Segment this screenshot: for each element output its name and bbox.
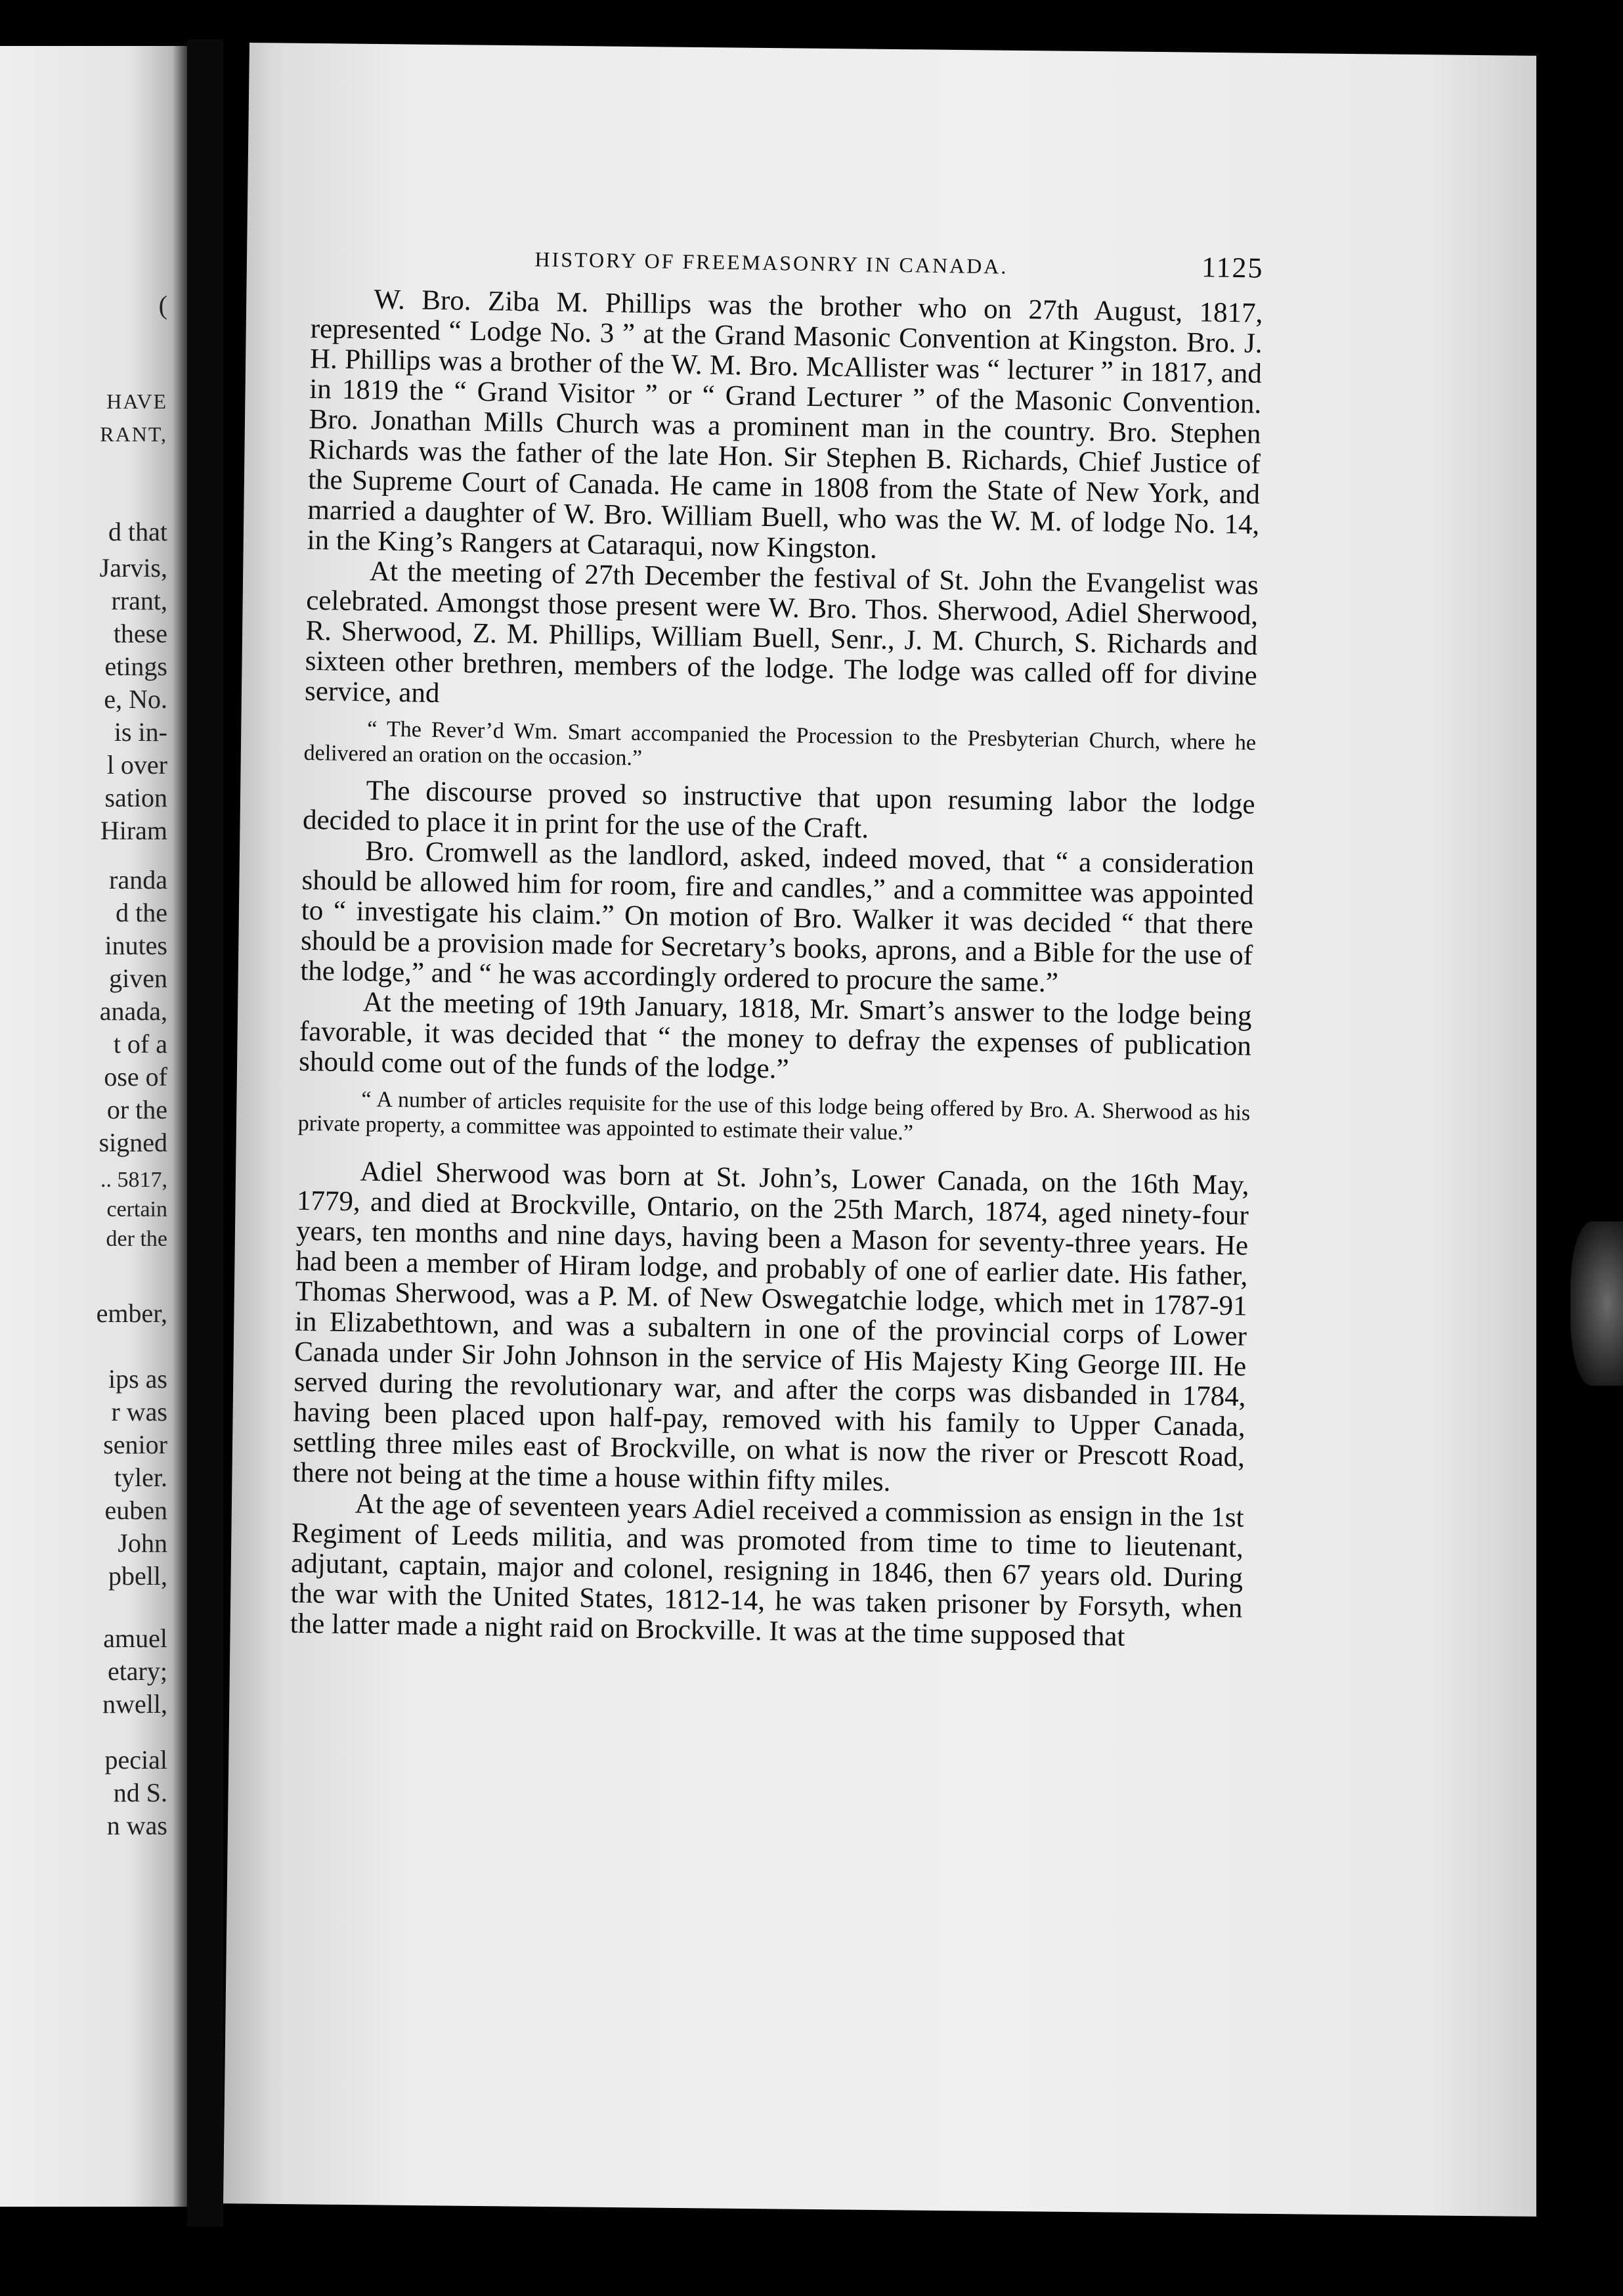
left-page-line: senior [103,1430,167,1459]
body-paragraph: At the meeting of 27th December the festival of St. John the Evangelist was celebrated. Amongst those present were W. Bro. Thos. Sherwood, Adiel Sherwood, R. Sherwood, Z. M. Phillips, William Buell, Senr., J. M. Church, S. Richards and sixteen other brethren, members of the lodge. The lodge was called off for divine service, and [304,556,1259,709]
body-paragraph: Bro. Cromwell as the landlord, asked, indeed moved, that “ a consideration should be allowed him for room, fire and candles,” and a committee was appointed to “ investigate his claim.” On motion of Bro. Walker it was decided “ that there should be a provision made for Secretary’s books, aprons, and a Bible for the use of the lodge,” and “ he was accordingly ordered to procure the same.” [300,835,1255,998]
left-page-line: signed [98,1128,167,1157]
page-text-block [290,236,1263,1654]
left-page-line: amuel [103,1623,167,1653]
page-number: 1125 [1201,251,1264,284]
left-page-line: nd S. [113,1778,167,1807]
body-paragraph: Adiel Sherwood was born at St. John’s, Lower Canada, on the 16th May, 1779, and died at Brockville, Ontario, on the 25th March, 1874, aged ninety-four years, ten months and nine days, having been a Mason for seventy-three years. He had been a member of Hiram lodge, and probably of one of earlier date. His father, Thomas Sherwood, was a P. M. of New Oswegatchie lodge, which met in 1787-91 in Elizabethtown, and was a subaltern in one of the provincial corps of Lower Canada under Sir John Johnson in the service of His Majesty King George III. He served during the revolutionary war, and after the corps was disbanded in 1784, having been placed upon half-pay, removed with his family to Upper Canada, settling three miles east of Brockville, on what is now the river or Prescott Road, there not being at the time a house within fifty miles. [292,1156,1249,1498]
left-page-line: sation [104,783,167,812]
body-paragraph: At the meeting of 19th January, 1818, Mr. Smart’s answer to the lodge being favorable, it was decided that “ the money to defray the expenses of publication should come out of the funds of the lodge.” [298,986,1252,1085]
left-page-line: e, No. [104,684,167,714]
left-page-line: tyler. [114,1463,167,1492]
left-page-line: .. 5817, [100,1168,167,1192]
left-page-line: etings [104,651,167,681]
left-page-line: certain [106,1197,167,1222]
left-page-line: inutes [104,931,167,960]
page-edge-shadow [1570,1222,1623,1386]
body-paragraph: At the age of seventeen years Adiel received a commission as ensign in the 1st Regiment of Leeds militia, and was promoted from time to time to lieutenant, adjutant, captain, major and colonel, resigning in 1846, then 67 years old. During the war with the United States, 1812-14, he was taken prisoner by Forsyth, when the latter made a night raid on Brockville. It was at the time supposed that [290,1488,1244,1652]
left-page-line: randa [109,865,167,894]
left-page-line: n was [106,1811,167,1840]
left-page-line: d that [108,517,167,546]
left-page-line: these [113,619,167,648]
left-page-line: r was [111,1397,167,1426]
left-page-line: rrant, [111,586,167,615]
left-page-line: nwell, [102,1689,167,1719]
running-head: HISTORY OF FREEMASONRY IN CANADA. [534,247,1008,278]
left-page-line: Jarvis, [99,553,167,583]
left-page-line: pbell, [108,1561,167,1591]
book-gutter [187,39,223,2226]
left-page-line: ember, [96,1298,167,1328]
block-quote: “ A number of articles requisite for the use of this lodge being offered by Bro. A. Sherwood as his private property, a committee was appointed to estimate their value.” [297,1087,1251,1145]
left-page-line: t of a [113,1029,167,1059]
left-page-line: euben [104,1495,167,1525]
left-page-line: pecial [104,1745,167,1775]
left-page-line: is in- [114,717,167,747]
page-body [290,284,1263,1654]
left-page-line: ( [158,290,167,320]
body-paragraph: The discourse proved so instructive that upon resuming labor the lodge decided to place it in print for the use of the Craft. [302,775,1255,845]
left-page-line: etary; [107,1656,167,1686]
left-page-line: HAVE [106,389,167,413]
left-page-fragment [0,46,187,2207]
left-page-line: der the [106,1227,167,1251]
left-page-line: anada, [99,996,167,1026]
left-page-line: RANT, [100,422,167,446]
body-paragraph: W. Bro. Ziba M. Phillips was the brother who on 27th August, 1817, represented “ Lodge No. 3 ” at the Grand Masonic Convention at Kingston. Bro. J. H. Phillips was a brother of the W. M. Bro. McAllister was “ lecturer ” in 1817, and in 1819 the “ Grand Visitor ” or “ Grand Lecturer ” of the Masonic Convention. Bro. Jonathan Mills Church was a prominent man in the country. Bro. Stephen Richards was the father of the late Hon. Sir Stephen B. Richards, Chief Justice of the Supreme Court of Canada. He came in 1808 from the State of New York, and married a daughter of W. Bro. William Buell, who was the W. M. of lodge No. 14, in the King’s Rangers at Cataraqui, now Kingston. [307,284,1263,565]
left-page-line: ose of [104,1062,167,1092]
left-page-line: l over [106,750,167,780]
left-page-line: given [109,963,167,993]
left-page-line: or the [106,1095,167,1124]
left-page-line: d the [116,898,167,927]
left-page-line: ips as [108,1364,167,1394]
left-page-line: Hiram [100,816,167,845]
block-quote: “ The Rever’d Wm. Smart accompanied the Procession to the Presbyterian Church, where he delivered an oration on the occasion.” [303,717,1257,770]
left-page-line: John [118,1528,167,1558]
